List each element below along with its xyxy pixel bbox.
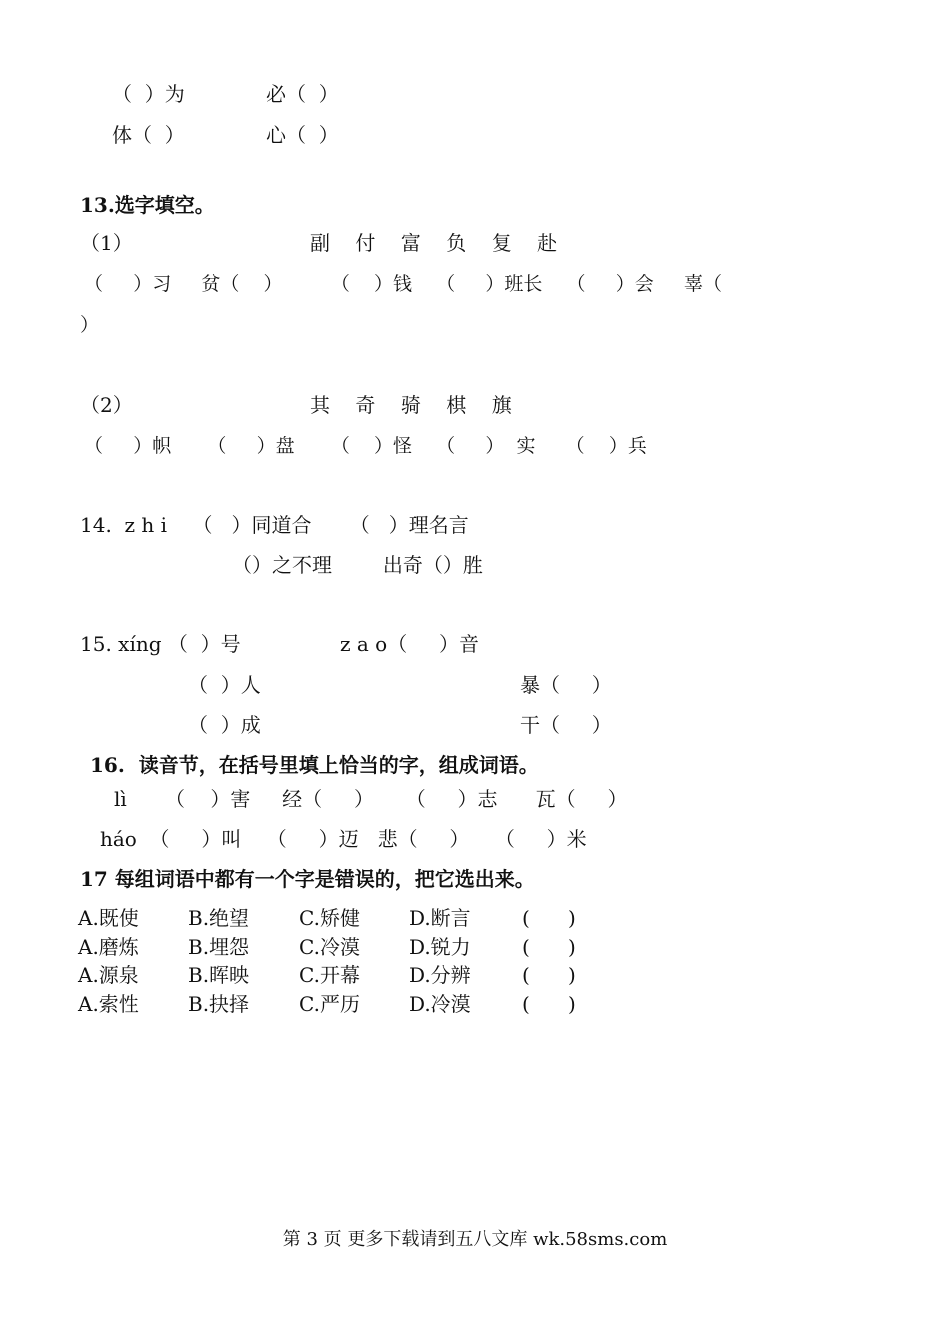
q13-part2-label: （2） [80, 393, 133, 417]
q16-line1: lì （ ）害 经（ ） （ ）志 瓦（ ） [114, 787, 628, 811]
fill-line-ti: 体（ ） [112, 123, 185, 147]
q13-part1-label: （1） [80, 231, 133, 255]
q17-title: 17 每组词语中都有一个字是错误的，把它选出来。 [80, 867, 535, 891]
q17-option-b: B.埋怨 [188, 935, 250, 959]
q13-part1-line1: （ ）习 贫（ ） （ ）钱 （ ）班长 （ ）会 辜（ [84, 273, 722, 295]
q17-option-c: C.开幕 [299, 963, 360, 987]
q17-option-b: B.晖映 [188, 963, 250, 987]
q17-option-b: B.绝望 [188, 906, 250, 930]
q17-option-a: A.源泉 [78, 963, 139, 987]
q14-line1: 14. z h i （ ）同道合 （ ）理名言 [80, 513, 469, 537]
q15-line1-right: z a o（ ）音 [340, 632, 480, 656]
q17-option-b: B.抉择 [188, 992, 250, 1016]
q17-option-a: A.磨炼 [78, 935, 139, 959]
q15-line3-right: 干（ ） [520, 713, 612, 737]
q17-answer-blank: ( ) [522, 935, 576, 959]
q15-line2-left: （ ）人 [188, 673, 261, 697]
q17-answer-blank: ( ) [522, 963, 576, 987]
q17-option-d: D.冷漠 [409, 992, 471, 1016]
q13-title: 13.选字填空。 [80, 193, 215, 217]
fill-line-bi: 必（ ） [266, 82, 339, 106]
q13-part1-chars: 副 付 富 负 复 赴 [310, 231, 558, 255]
q13-part1-line2: ） [80, 314, 100, 336]
q17-option-d: D.锐力 [409, 935, 471, 959]
q17-answer-blank: ( ) [522, 992, 576, 1016]
page-footer: 第 3 页 更多下载请到五八文库 wk.58sms.com [282, 1229, 668, 1250]
fill-line-xin: 心（ ） [266, 123, 339, 147]
q17-answer-blank: ( ) [522, 906, 576, 930]
q16-title: 16. 读音节，在括号里填上恰当的字，组成词语。 [90, 753, 539, 777]
q17-option-c: C.矫健 [299, 906, 360, 930]
q16-line2: háo （ ）叫 （ ）迈 悲（ ） （ ）米 [100, 827, 587, 851]
q17-option-d: D.分辨 [409, 963, 471, 987]
q17-option-c: C.严历 [299, 992, 360, 1016]
q17-option-a: A.索性 [78, 992, 139, 1016]
q14-line2: （）之不理 出奇（）胜 [232, 553, 483, 577]
q13-part2-line1: （ ）帜 （ ）盘 （ ）怪 （ ） 实 （ ）兵 [84, 435, 647, 457]
q15-line3-left: （ ）成 [188, 713, 261, 737]
q15-line1-left: 15. xíng （ ）号 [80, 632, 241, 656]
q17-option-a: A.既使 [78, 906, 139, 930]
fill-line-wei: （ ）为 [112, 82, 185, 106]
q17-option-c: C.冷漠 [299, 935, 360, 959]
q13-part2-chars: 其 奇 骑 棋 旗 [310, 393, 512, 417]
q17-option-d: D.断言 [409, 906, 471, 930]
q15-line2-right: 暴（ ） [520, 673, 612, 697]
